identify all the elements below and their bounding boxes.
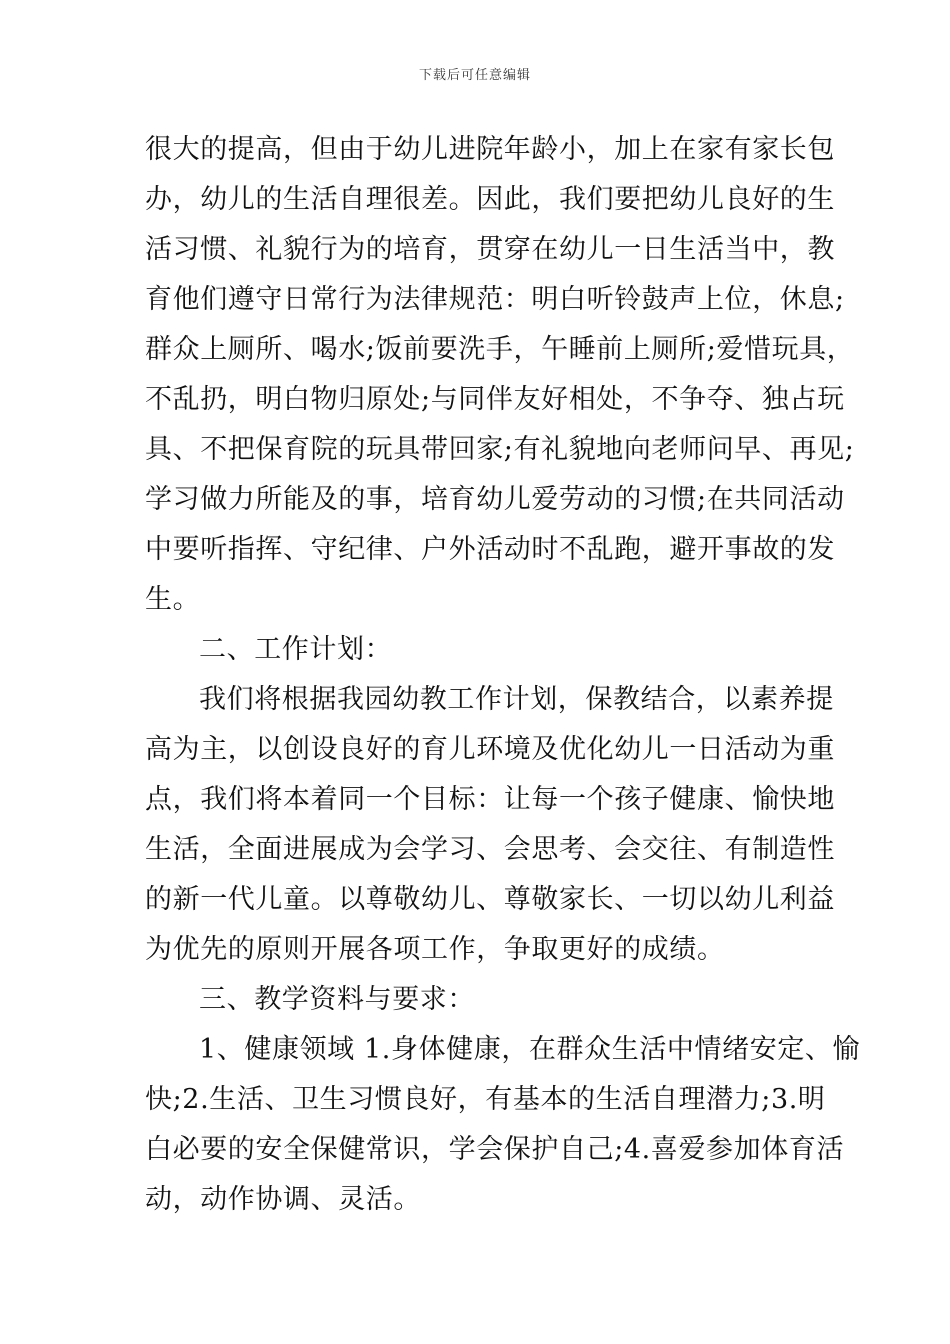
document-body [145,125,861,1225]
text-line: 育他们遵守日常行为法律规范：明白听铃鼓声上位，休息; [145,284,845,315]
text-line: 学习做力所能及的事，培育幼儿爱劳动的习惯;在共同活动 [145,484,845,515]
text-line: 的新一代儿童。以尊敬幼儿、尊敬家长、一切以幼儿利益 [145,884,835,915]
section-heading-work-plan: 二、工作计划： [199,634,393,665]
text-line: 动，动作协调、灵活。 [145,1184,421,1215]
text-line: 为优先的原则开展各项工作，争取更好的成绩。 [145,934,725,965]
section-heading-teaching-materials: 三、教学资料与要求： [199,984,475,1015]
text-line: 具、不把保育院的玩具带回家;有礼貌地向老师问早、再见; [145,434,855,465]
text-line: 点，我们将本着同一个目标：让每一个孩子健康、愉快地 [145,784,835,815]
text-line: 中要听指挥、守纪律、户外活动时不乱跑，避开事故的发 [145,534,835,565]
text-line: 群众上厕所、喝水;饭前要洗手，午睡前上厕所;爱惜玩具， [145,334,855,365]
text-line: 白必要的安全保健常识，学会保护自己;4.喜爱参加体育活 [145,1134,845,1165]
page-header: 下载后可任意编辑 [418,68,531,83]
text-line: 很大的提高，但由于幼儿进院年龄小，加上在家有家长包 [145,134,835,165]
text-line: 1、健康领域 1.身体健康，在群众生活中情绪安定、愉 [199,1034,861,1065]
text-line: 活习惯、礼貌行为的培育，贯穿在幼儿一日生活当中，教 [145,234,835,265]
text-line: 办，幼儿的生活自理很差。因此，我们要把幼儿良好的生 [145,184,835,215]
text-line: 生。 [145,584,201,615]
text-line: 生活，全面进展成为会学习、会思考、会交往、有制造性 [145,834,835,865]
text-line: 我们将根据我园幼教工作计划，保教结合，以素养提 [199,684,834,715]
text-line: 高为主，以创设良好的育儿环境及优化幼儿一日活动为重 [145,734,835,765]
text-line: 不乱扔，明白物归原处;与同伴友好相处，不争夺、独占玩 [145,384,845,415]
text-line: 快;2.生活、卫生习惯良好，有基本的生活自理潜力;3.明 [145,1084,826,1115]
